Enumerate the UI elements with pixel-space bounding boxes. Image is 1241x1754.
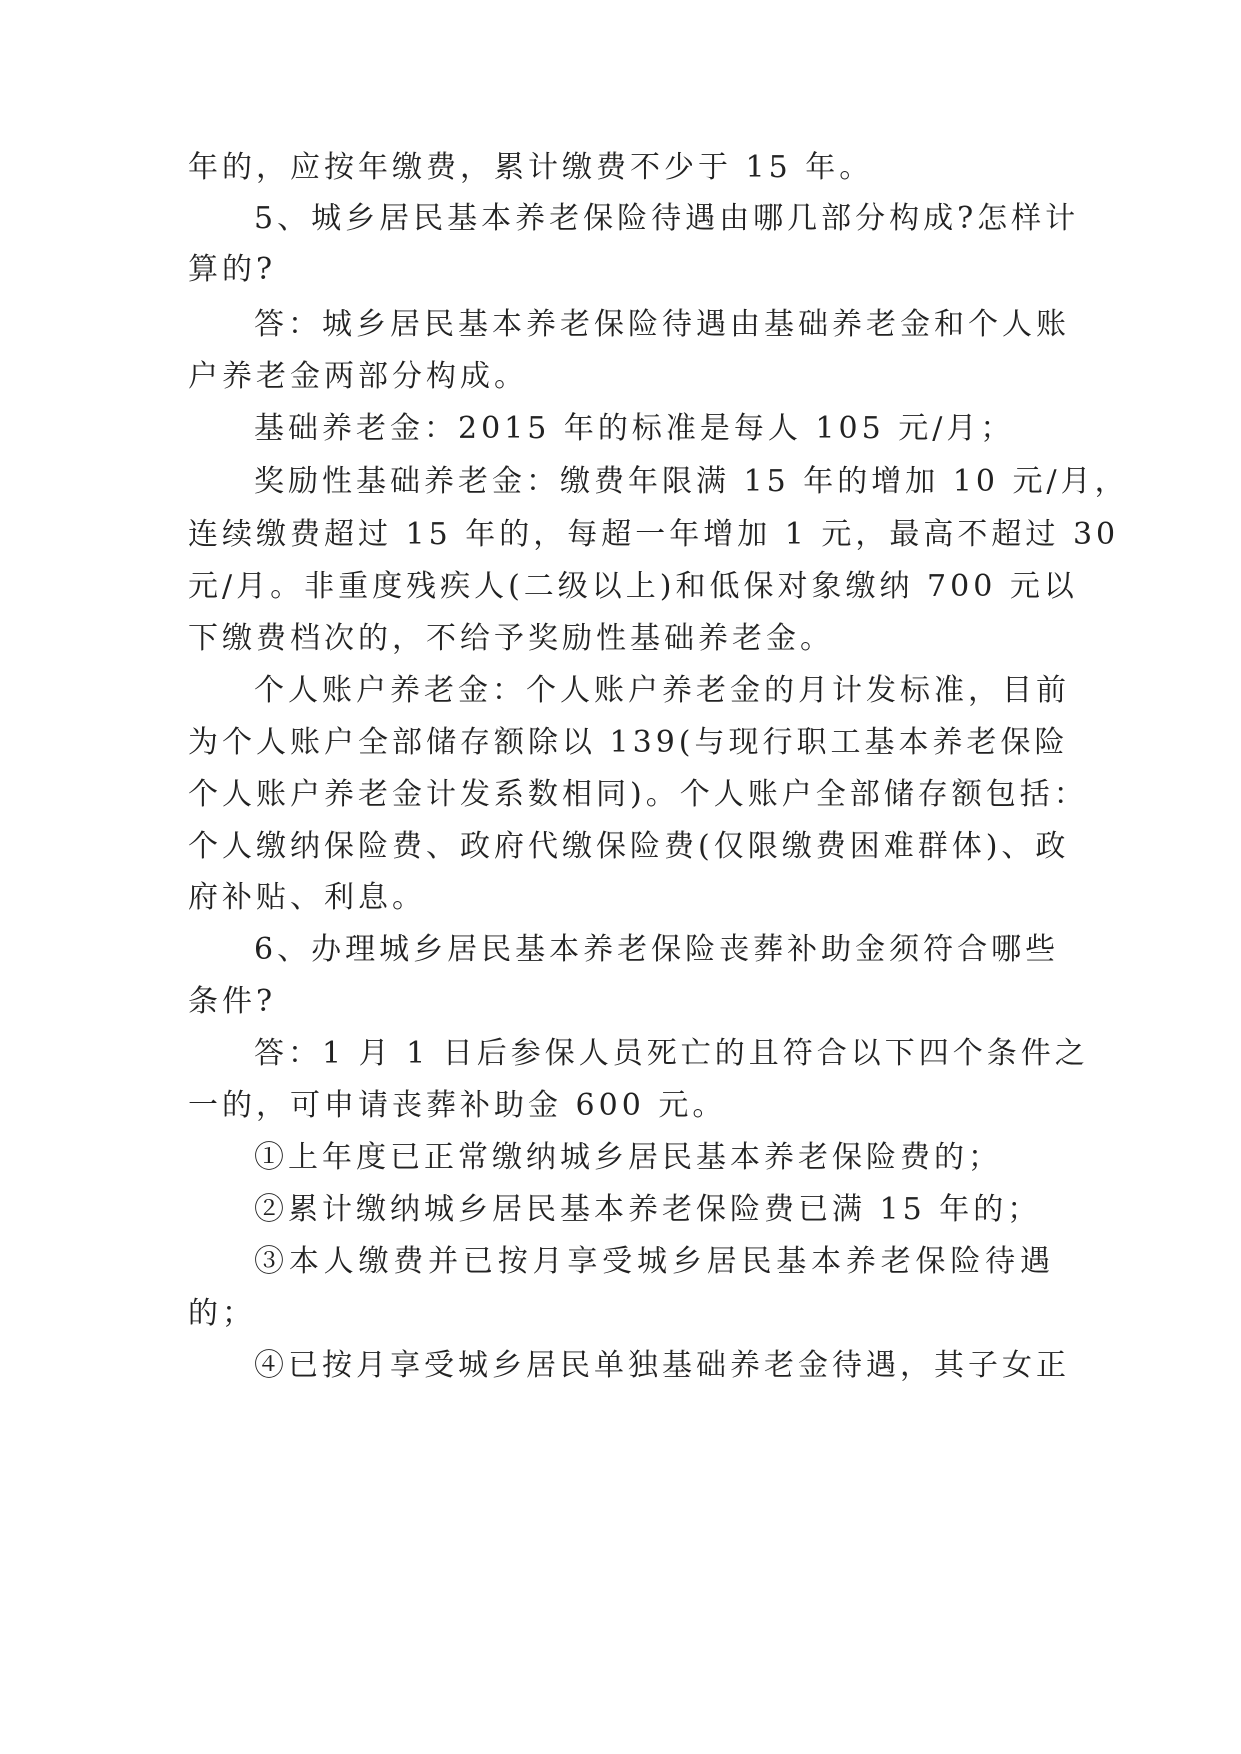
text-line: 条件? — [188, 984, 277, 1019]
text-line: 为个人账户全部储存额除以 139(与现行职工基本养老保险 — [188, 725, 1069, 760]
answer-paragraph: 答：城乡居民基本养老保险待遇由基础养老金和个人账 — [254, 307, 1070, 342]
text-line: 个人缴纳保险费、政府代缴保险费(仅限缴费困难群体)、政 — [188, 829, 1070, 864]
paragraph: 个人账户养老金：个人账户养老金的月计发标准，目前 — [254, 673, 1070, 708]
text-line: 户养老金两部分构成。 — [188, 359, 528, 394]
paragraph: 奖励性基础养老金：缴费年限满 15 年的增加 10 元/月， — [254, 464, 1129, 499]
list-item: ④已按月享受城乡居民单独基础养老金待遇，其子女正 — [254, 1348, 1070, 1383]
text-line: 连续缴费超过 15 年的，每超一年增加 1 元，最高不超过 30 — [188, 517, 1120, 552]
list-item: ②累计缴纳城乡居民基本养老保险费已满 15 年的； — [254, 1192, 1042, 1227]
text-line: 府补贴、利息。 — [188, 880, 426, 915]
text-line: 元/月。非重度残疾人(二级以上)和低保对象缴纳 700 元以 — [188, 569, 1078, 604]
text-line: 个人账户养老金计发系数相同)。个人账户全部储存额包括： — [188, 777, 1088, 812]
text-line: 下缴费档次的，不给予奖励性基础养老金。 — [188, 621, 834, 656]
text-line: 算的? — [188, 252, 277, 287]
text-line: 年的，应按年缴费，累计缴费不少于 15 年。 — [188, 150, 874, 185]
text-line: 一的，可申请丧葬补助金 600 元。 — [188, 1088, 727, 1123]
answer-paragraph: 答：1 月 1 日后参保人员死亡的且符合以下四个条件之 — [254, 1036, 1089, 1071]
list-item: ①上年度已正常缴纳城乡居民基本养老保险费的； — [254, 1140, 1002, 1175]
paragraph: 基础养老金：2015 年的标准是每人 105 元/月； — [254, 411, 1015, 446]
question-heading: 6、办理城乡居民基本养老保险丧葬补助金须符合哪些 — [254, 932, 1060, 967]
list-item: ③本人缴费并已按月享受城乡居民基本养老保险待遇 — [254, 1244, 1054, 1279]
question-heading: 5、城乡居民基本养老保险待遇由哪几部分构成?怎样计 — [254, 201, 1080, 236]
text-line: 的； — [188, 1296, 256, 1331]
